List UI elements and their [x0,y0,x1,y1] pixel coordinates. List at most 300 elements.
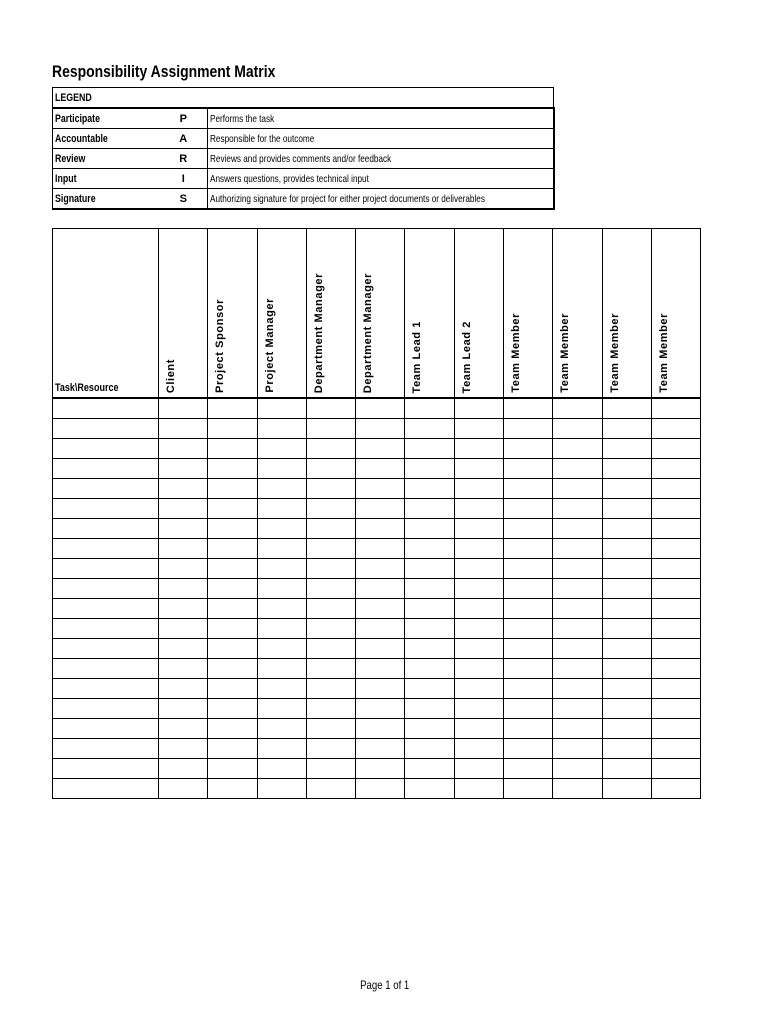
table-row [53,499,701,519]
task-cell[interactable] [53,619,159,639]
task-cell[interactable] [53,739,159,759]
assignment-cell[interactable] [356,579,405,599]
task-cell[interactable] [53,519,159,539]
assignment-cell[interactable] [454,679,503,699]
role-label: Team Member [510,313,523,393]
assignment-cell[interactable] [306,519,355,539]
assignment-cell[interactable] [208,559,257,579]
assignment-cell[interactable] [405,599,454,619]
assignment-cell[interactable] [159,499,208,519]
assignment-cell[interactable] [454,659,503,679]
assignment-cell[interactable] [504,599,553,619]
task-cell[interactable] [53,759,159,779]
assignment-cell[interactable] [306,398,355,419]
legend-label: Input [53,169,158,189]
assignment-cell[interactable] [651,639,700,659]
assignment-cell[interactable] [159,699,208,719]
assignment-cell[interactable] [405,559,454,579]
assignment-cell[interactable] [208,719,257,739]
assignment-cell[interactable] [159,739,208,759]
role-header [306,229,355,399]
assignment-cell[interactable] [553,479,602,499]
assignment-cell[interactable] [356,499,405,519]
assignment-cell[interactable] [306,619,355,639]
assignment-cell[interactable] [306,459,355,479]
assignment-cell[interactable] [602,619,651,639]
assignment-cell[interactable] [356,539,405,559]
assignment-cell[interactable] [405,459,454,479]
table-row [53,679,701,699]
assignment-cell[interactable] [651,679,700,699]
assignment-cell[interactable] [454,639,503,659]
assignment-cell[interactable] [405,579,454,599]
assignment-cell[interactable] [553,559,602,579]
assignment-cell[interactable] [257,759,306,779]
assignment-cell[interactable] [257,519,306,539]
assignment-cell[interactable] [454,398,503,419]
assignment-cell[interactable] [405,719,454,739]
legend-description: Reviews and provides comments and/or feedback [208,149,554,169]
legend-description: Authorizing signature for project for either project documents or deliverables [208,189,554,210]
assignment-cell[interactable] [159,759,208,779]
assignment-cell[interactable] [405,479,454,499]
legend-table [52,87,555,210]
assignment-cell[interactable] [504,398,553,419]
task-cell[interactable] [53,679,159,699]
assignment-cell[interactable] [405,619,454,639]
assignment-cell[interactable] [306,479,355,499]
assignment-cell[interactable] [159,619,208,639]
assignment-cell[interactable] [553,519,602,539]
assignment-cell[interactable] [553,679,602,699]
assignment-cell[interactable] [306,779,355,799]
role-label: Team Member [608,313,621,393]
assignment-cell[interactable] [504,659,553,679]
assignment-cell[interactable] [208,619,257,639]
assignment-cell[interactable] [356,519,405,539]
task-cell[interactable] [53,539,159,559]
assignment-cell[interactable] [405,499,454,519]
assignment-cell[interactable] [553,459,602,479]
assignment-cell[interactable] [306,759,355,779]
assignment-cell[interactable] [306,659,355,679]
assignment-cell[interactable] [208,699,257,719]
role-label: Project Manager [263,298,276,393]
assignment-cell[interactable] [553,699,602,719]
task-resource-header: Task\Resource [53,229,159,399]
assignment-cell[interactable] [602,439,651,459]
assignment-cell[interactable] [454,499,503,519]
role-label: Department Manager [362,272,375,393]
assignment-cell[interactable] [159,439,208,459]
assignment-cell[interactable] [504,639,553,659]
assignment-cell[interactable] [159,459,208,479]
assignment-cell[interactable] [651,398,700,419]
assignment-cell[interactable] [602,459,651,479]
table-row [53,459,701,479]
assignment-cell[interactable] [454,439,503,459]
assignment-cell[interactable] [553,579,602,599]
role-header [356,229,405,399]
assignment-cell[interactable] [553,779,602,799]
assignment-cell[interactable] [504,439,553,459]
assignment-cell[interactable] [306,679,355,699]
assignment-cell[interactable] [159,398,208,419]
assignment-cell[interactable] [257,419,306,439]
task-cell[interactable] [53,559,159,579]
assignment-cell[interactable] [405,398,454,419]
assignment-cell[interactable] [651,519,700,539]
assignment-cell[interactable] [454,619,503,639]
assignment-cell[interactable] [651,739,700,759]
assignment-cell[interactable] [257,579,306,599]
legend-row [53,108,554,129]
role-header [602,229,651,399]
assignment-cell[interactable] [553,619,602,639]
assignment-cell[interactable] [356,719,405,739]
assignment-cell[interactable] [504,779,553,799]
assignment-cell[interactable] [504,679,553,699]
task-cell[interactable] [53,719,159,739]
assignment-cell[interactable] [159,479,208,499]
assignment-cell[interactable] [651,439,700,459]
assignment-cell[interactable] [159,419,208,439]
assignment-cell[interactable] [405,659,454,679]
assignment-cell[interactable] [356,619,405,639]
assignment-cell[interactable] [454,419,503,439]
assignment-cell[interactable] [208,779,257,799]
assignment-cell[interactable] [257,539,306,559]
assignment-cell[interactable] [159,579,208,599]
assignment-cell[interactable] [405,419,454,439]
table-row [53,639,701,659]
assignment-cell[interactable] [159,559,208,579]
assignment-cell[interactable] [257,619,306,639]
assignment-cell[interactable] [651,559,700,579]
assignment-cell[interactable] [602,599,651,619]
table-row [53,759,701,779]
assignment-cell[interactable] [208,499,257,519]
assignment-cell[interactable] [257,559,306,579]
assignment-cell[interactable] [602,539,651,559]
assignment-cell[interactable] [454,579,503,599]
legend-row [53,129,554,149]
legend-row [53,169,554,189]
assignment-cell[interactable] [257,719,306,739]
assignment-cell[interactable] [208,759,257,779]
assignment-cell[interactable] [208,539,257,559]
assignment-cell[interactable] [257,739,306,759]
assignment-cell[interactable] [454,779,503,799]
legend-label: Review [53,149,158,169]
assignment-cell[interactable] [602,519,651,539]
legend-row [53,189,554,210]
assignment-cell[interactable] [602,499,651,519]
assignment-cell[interactable] [356,439,405,459]
assignment-cell[interactable] [553,759,602,779]
assignment-cell[interactable] [651,699,700,719]
assignment-cell[interactable] [208,579,257,599]
assignment-cell[interactable] [602,659,651,679]
assignment-cell[interactable] [504,459,553,479]
assignment-cell[interactable] [651,459,700,479]
assignment-cell[interactable] [257,699,306,719]
assignment-cell[interactable] [553,719,602,739]
legend-label: Signature [53,189,158,210]
assignment-cell[interactable] [356,459,405,479]
assignment-cell[interactable] [651,479,700,499]
table-row [53,659,701,679]
assignment-cell[interactable] [602,759,651,779]
role-header [553,229,602,399]
assignment-cell[interactable] [504,759,553,779]
assignment-cell[interactable] [306,739,355,759]
assignment-cell[interactable] [504,619,553,639]
role-label: Client [165,358,177,393]
assignment-cell[interactable] [159,599,208,619]
assignment-cell[interactable] [159,679,208,699]
page-footer: Page 1 of 1 [360,978,410,992]
assignment-cell[interactable] [454,699,503,719]
assignment-cell[interactable] [651,759,700,779]
assignment-cell[interactable] [356,479,405,499]
table-row [53,739,701,759]
assignment-cell[interactable] [356,559,405,579]
assignment-cell[interactable] [356,779,405,799]
role-header [159,229,208,399]
assignment-cell[interactable] [454,599,503,619]
role-header [651,229,700,399]
assignment-cell[interactable] [405,639,454,659]
assignment-cell[interactable] [159,719,208,739]
assignment-cell[interactable] [651,619,700,639]
table-row [53,699,701,719]
assignment-cell[interactable] [257,659,306,679]
assignment-cell[interactable] [356,419,405,439]
assignment-cell[interactable] [356,659,405,679]
task-cell[interactable] [53,659,159,679]
role-label: Project Sponsor [214,299,227,393]
assignment-cell[interactable] [504,479,553,499]
assignment-cell[interactable] [651,539,700,559]
assignment-cell[interactable] [504,499,553,519]
task-cell[interactable] [53,419,159,439]
assignment-cell[interactable] [553,659,602,679]
assignment-cell[interactable] [454,719,503,739]
assignment-cell[interactable] [602,559,651,579]
table-row [53,439,701,459]
assignment-cell[interactable] [208,439,257,459]
assignment-cell[interactable] [356,398,405,419]
assignment-cell[interactable] [454,759,503,779]
assignment-cell[interactable] [159,659,208,679]
role-label: Team Member [657,313,670,393]
assignment-cell[interactable] [553,419,602,439]
assignment-cell[interactable] [553,599,602,619]
task-cell[interactable] [53,599,159,619]
assignment-cell[interactable] [651,419,700,439]
table-row [53,599,701,619]
assignment-cell[interactable] [553,639,602,659]
assignment-cell[interactable] [651,659,700,679]
assignment-cell[interactable] [504,739,553,759]
assignment-cell[interactable] [454,479,503,499]
assignment-cell[interactable] [257,639,306,659]
assignment-cell[interactable] [602,739,651,759]
assignment-cell[interactable] [553,439,602,459]
page-title: Responsibility Assignment Matrix [52,62,276,81]
role-label: Team Lead 2 [460,320,473,393]
table-row [53,619,701,639]
assignment-cell[interactable] [208,479,257,499]
role-label: Team Lead 1 [411,320,424,393]
assignment-cell[interactable] [159,639,208,659]
table-row [53,539,701,559]
assignment-cell[interactable] [208,459,257,479]
assignment-cell[interactable] [208,639,257,659]
role-header [405,229,454,399]
assignment-cell[interactable] [405,679,454,699]
assignment-cell[interactable] [602,679,651,699]
assignment-cell[interactable] [553,539,602,559]
assignment-cell[interactable] [257,439,306,459]
assignment-cell[interactable] [356,639,405,659]
assignment-cell[interactable] [651,719,700,739]
assignment-cell[interactable] [257,779,306,799]
assignment-cell[interactable] [208,599,257,619]
task-cell[interactable] [53,499,159,519]
task-cell[interactable] [53,479,159,499]
assignment-cell[interactable] [602,479,651,499]
assignment-cell[interactable] [602,719,651,739]
assignment-cell[interactable] [306,499,355,519]
assignment-cell[interactable] [208,659,257,679]
task-cell[interactable] [53,459,159,479]
legend-code: A [158,129,208,149]
assignment-cell[interactable] [306,579,355,599]
table-row [53,419,701,439]
assignment-cell[interactable] [306,639,355,659]
assignment-cell[interactable] [208,519,257,539]
assignment-cell[interactable] [504,419,553,439]
assignment-cell[interactable] [208,679,257,699]
assignment-cell[interactable] [159,779,208,799]
assignment-cell[interactable] [208,419,257,439]
legend-label: Accountable [53,129,158,149]
assignment-cell[interactable] [257,679,306,699]
assignment-cell[interactable] [602,398,651,419]
assignment-cell[interactable] [553,499,602,519]
task-cell[interactable] [53,699,159,719]
legend-description: Responsible for the outcome [208,129,554,149]
task-cell[interactable] [53,398,159,419]
assignment-cell[interactable] [405,519,454,539]
role-header [504,229,553,399]
assignment-cell[interactable] [553,398,602,419]
assignment-cell[interactable] [306,439,355,459]
assignment-cell[interactable] [257,479,306,499]
assignment-cell[interactable] [356,679,405,699]
assignment-cell[interactable] [356,599,405,619]
table-row [53,519,701,539]
assignment-cell[interactable] [602,579,651,599]
task-cell[interactable] [53,439,159,459]
assignment-cell[interactable] [504,539,553,559]
assignment-cell[interactable] [159,519,208,539]
assignment-cell[interactable] [504,519,553,539]
assignment-cell[interactable] [405,739,454,759]
assignment-cell[interactable] [306,539,355,559]
legend-label: Participate [53,108,158,129]
assignment-cell[interactable] [504,699,553,719]
assignment-cell[interactable] [454,459,503,479]
role-label: Department Manager [312,272,325,393]
assignment-cell[interactable] [159,539,208,559]
assignment-cell[interactable] [504,579,553,599]
assignment-cell[interactable] [651,499,700,519]
legend-description: Answers questions, provides technical input [208,169,554,189]
task-cell[interactable] [53,579,159,599]
assignment-cell[interactable] [257,459,306,479]
assignment-cell[interactable] [454,559,503,579]
assignment-cell[interactable] [257,599,306,619]
assignment-cell[interactable] [602,419,651,439]
assignment-cell[interactable] [306,599,355,619]
assignment-cell[interactable] [651,599,700,619]
assignment-cell[interactable] [602,699,651,719]
assignment-cell[interactable] [356,739,405,759]
assignment-cell[interactable] [454,739,503,759]
assignment-cell[interactable] [306,699,355,719]
task-cell[interactable] [53,639,159,659]
assignment-cell[interactable] [504,559,553,579]
table-row [53,559,701,579]
assignment-cell[interactable] [257,398,306,419]
assignment-cell[interactable] [405,779,454,799]
role-header [208,229,257,399]
assignment-cell[interactable] [306,419,355,439]
assignment-cell[interactable] [356,759,405,779]
assignment-cell[interactable] [454,539,503,559]
assignment-cell[interactable] [405,539,454,559]
table-row [53,779,701,799]
task-cell[interactable] [53,779,159,799]
matrix-table [52,228,701,799]
assignment-cell[interactable] [553,739,602,759]
assignment-cell[interactable] [405,699,454,719]
legend-description: Performs the task [208,108,554,129]
assignment-cell[interactable] [306,719,355,739]
assignment-cell[interactable] [257,499,306,519]
assignment-cell[interactable] [405,439,454,459]
legend-code: S [158,189,208,210]
assignment-cell[interactable] [504,719,553,739]
assignment-cell[interactable] [356,699,405,719]
role-header [454,229,503,399]
legend-code: P [158,108,208,129]
assignment-cell[interactable] [208,398,257,419]
assignment-cell[interactable] [405,759,454,779]
table-row [53,398,701,419]
assignment-cell[interactable] [602,639,651,659]
assignment-cell[interactable] [208,739,257,759]
assignment-cell[interactable] [454,519,503,539]
assignment-cell[interactable] [306,559,355,579]
assignment-cell[interactable] [651,579,700,599]
assignment-cell[interactable] [651,779,700,799]
assignment-cell[interactable] [602,779,651,799]
legend-header: LEGEND [53,88,554,109]
